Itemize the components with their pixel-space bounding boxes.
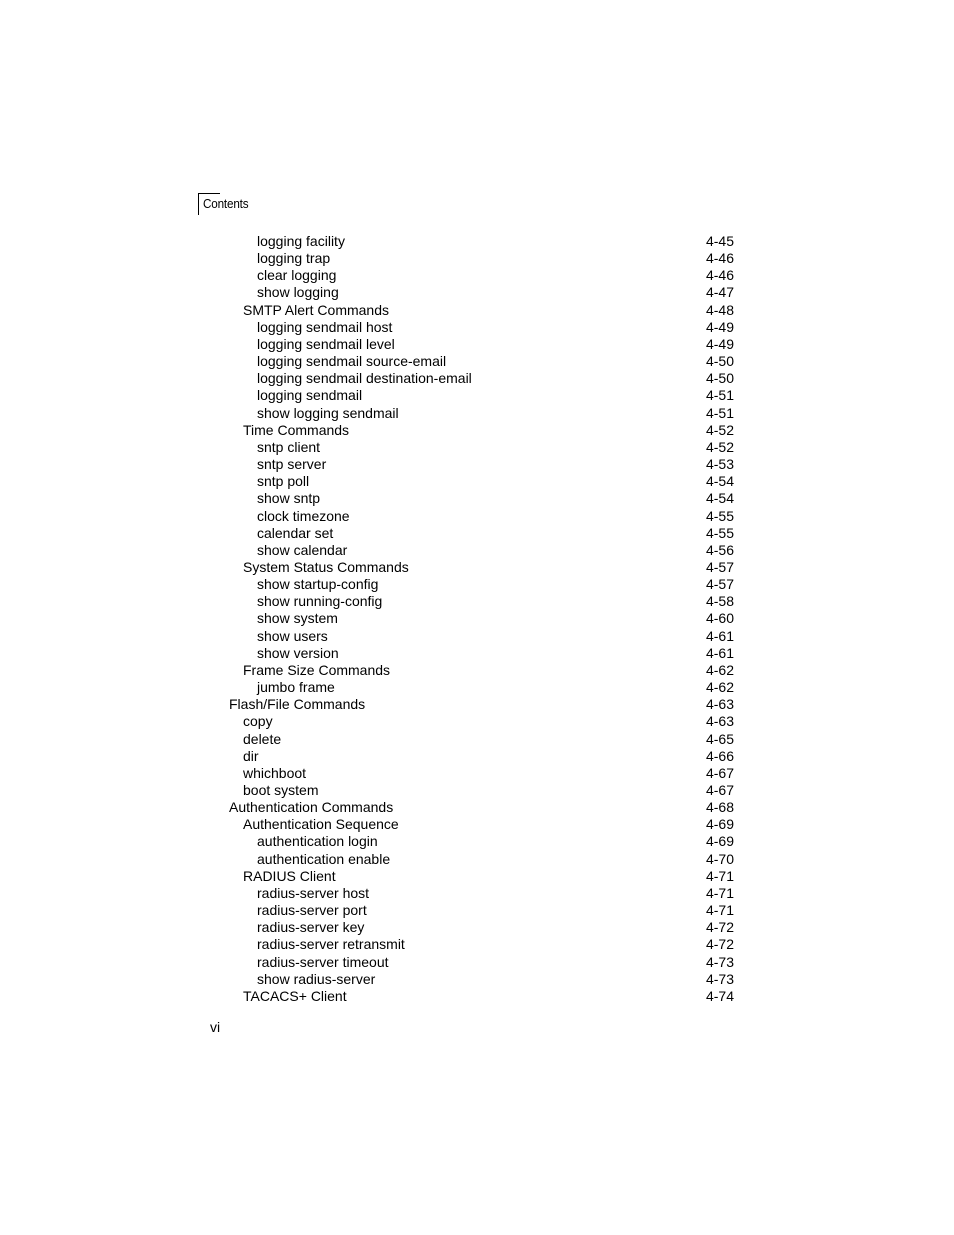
toc-entry bbox=[0, 645, 954, 662]
toc-entry bbox=[0, 851, 954, 868]
running-header: Contents bbox=[203, 196, 249, 211]
toc-entry-title: sntp poll bbox=[257, 473, 310, 490]
toc-entry-page: 4-71 bbox=[705, 902, 734, 919]
toc-entry-title: Flash/File Commands bbox=[229, 696, 366, 713]
toc-entry-title: Frame Size Commands bbox=[243, 661, 391, 678]
toc-entry-title: copy bbox=[243, 713, 273, 730]
toc-entry-page: 4-56 bbox=[705, 541, 734, 558]
toc-entry-page: 4-69 bbox=[705, 816, 734, 833]
toc-entry-page: 4-61 bbox=[705, 644, 734, 661]
toc-entry bbox=[0, 782, 954, 799]
toc-entry-page: 4-50 bbox=[705, 370, 734, 387]
toc-entry-title: show logging bbox=[257, 284, 339, 301]
toc-entry-title: Time Commands bbox=[243, 421, 350, 438]
toc-entry-title: logging sendmail host bbox=[257, 318, 393, 335]
toc-entry bbox=[0, 319, 954, 336]
toc-entry bbox=[0, 559, 954, 576]
toc-entry bbox=[0, 353, 954, 370]
toc-entry bbox=[0, 473, 954, 490]
toc-entry-page: 4-65 bbox=[705, 730, 734, 747]
toc-entry-title: sntp client bbox=[257, 438, 321, 455]
toc-entry bbox=[0, 696, 954, 713]
toc-entry-title: Authentication Commands bbox=[229, 799, 394, 816]
toc-entry bbox=[0, 422, 954, 439]
toc-entry-title: logging sendmail bbox=[257, 387, 363, 404]
toc-entry-title: radius-server retransmit bbox=[257, 936, 405, 953]
toc-entry-page: 4-54 bbox=[705, 473, 734, 490]
toc-entry bbox=[0, 971, 954, 988]
header-rule-vertical bbox=[198, 193, 199, 215]
toc-entry-title: whichboot bbox=[243, 764, 307, 781]
toc-entry bbox=[0, 284, 954, 301]
toc-entry-title: radius-server host bbox=[257, 884, 370, 901]
toc-entry-page: 4-71 bbox=[705, 884, 734, 901]
toc-entry bbox=[0, 610, 954, 627]
toc-entry bbox=[0, 302, 954, 319]
toc-entry-title: dir bbox=[243, 747, 259, 764]
toc-entry-page: 4-61 bbox=[705, 627, 734, 644]
toc-entry-page: 4-73 bbox=[705, 953, 734, 970]
toc-entry-title: radius-server port bbox=[257, 902, 367, 919]
toc-entry-title: jumbo frame bbox=[257, 679, 335, 696]
toc-entry-page: 4-72 bbox=[705, 936, 734, 953]
toc-entry-page: 4-67 bbox=[705, 782, 734, 798]
toc-entry bbox=[0, 628, 954, 645]
toc-entry-page: 4-45 bbox=[705, 233, 734, 249]
toc-entry-page: 4-63 bbox=[705, 713, 734, 730]
footer-page-number: vi bbox=[210, 1019, 221, 1035]
toc-entry bbox=[0, 954, 954, 971]
toc-entry-page: 4-60 bbox=[705, 610, 734, 627]
toc-entry-page: 4-63 bbox=[705, 696, 734, 713]
toc-entry-title: sntp server bbox=[257, 456, 327, 473]
toc-entry-title: calendar set bbox=[257, 524, 334, 541]
toc-entry bbox=[0, 833, 954, 850]
toc-entry-page: 4-74 bbox=[705, 987, 734, 1004]
toc-entry-title: radius-server key bbox=[257, 919, 365, 936]
toc-entry bbox=[0, 731, 954, 748]
toc-entry-title: SMTP Alert Commands bbox=[243, 301, 390, 318]
toc-entry-page: 4-57 bbox=[705, 576, 734, 593]
toc-entry-title: show logging sendmail bbox=[257, 404, 399, 421]
toc-entry-title: show version bbox=[257, 644, 339, 661]
toc-entry-page: 4-57 bbox=[705, 558, 734, 575]
toc-entry-page: 4-66 bbox=[705, 747, 734, 764]
toc-entry-title: boot system bbox=[243, 782, 319, 798]
toc-entry bbox=[0, 439, 954, 456]
toc-entry-page: 4-46 bbox=[705, 267, 734, 284]
toc-entry-title: logging trap bbox=[257, 250, 331, 267]
toc-entry-page: 4-48 bbox=[705, 301, 734, 318]
toc-entry bbox=[0, 593, 954, 610]
toc-entry-title: logging facility bbox=[257, 233, 345, 249]
toc-entry bbox=[0, 387, 954, 404]
toc-entry bbox=[0, 713, 954, 730]
toc-entry-page: 4-54 bbox=[705, 490, 734, 507]
toc-entry-title: authentication login bbox=[257, 833, 378, 850]
toc-entry bbox=[0, 679, 954, 696]
toc-entry-page: 4-46 bbox=[705, 250, 734, 267]
toc-entry bbox=[0, 748, 954, 765]
toc-entry bbox=[0, 868, 954, 885]
toc-entry-title: authentication enable bbox=[257, 850, 391, 867]
toc-entry-page: 4-50 bbox=[705, 353, 734, 370]
toc-entry-page: 4-47 bbox=[705, 284, 734, 301]
toc-entry-title: clock timezone bbox=[257, 507, 350, 524]
toc-entry-page: 4-58 bbox=[705, 593, 734, 610]
toc-entry bbox=[0, 885, 954, 902]
toc-entry-title: TACACS+ Client bbox=[243, 987, 347, 1004]
toc-entry bbox=[0, 456, 954, 473]
toc-entry-page: 4-52 bbox=[705, 438, 734, 455]
toc-entry bbox=[0, 508, 954, 525]
toc-entry-title: show startup-config bbox=[257, 576, 379, 593]
toc-entry-page: 4-51 bbox=[705, 387, 734, 404]
toc-entry-title: Authentication Sequence bbox=[243, 816, 399, 833]
toc-entry bbox=[0, 405, 954, 422]
toc-entry-title: show calendar bbox=[257, 541, 348, 558]
toc-entry-page: 4-67 bbox=[705, 764, 734, 781]
toc-entry-page: 4-49 bbox=[705, 318, 734, 335]
toc-entry-title: clear logging bbox=[257, 267, 337, 284]
toc-entry bbox=[0, 765, 954, 782]
toc-entry-page: 4-72 bbox=[705, 919, 734, 936]
toc-entry-page: 4-69 bbox=[705, 833, 734, 850]
toc-entry-title: delete bbox=[243, 730, 282, 747]
toc-entry-page: 4-62 bbox=[705, 679, 734, 696]
toc-entry-page: 4-49 bbox=[705, 335, 734, 352]
toc-entry bbox=[0, 919, 954, 936]
toc-entry-page: 4-53 bbox=[705, 456, 734, 473]
toc-entry-page: 4-70 bbox=[705, 850, 734, 867]
toc-entry bbox=[0, 370, 954, 387]
toc-entry-page: 4-51 bbox=[705, 404, 734, 421]
toc-entry-title: System Status Commands bbox=[243, 558, 409, 575]
toc-entry bbox=[0, 525, 954, 542]
toc-entry bbox=[0, 250, 954, 267]
table-of-contents bbox=[0, 233, 954, 1005]
toc-entry-title: show radius-server bbox=[257, 970, 376, 987]
toc-entry-page: 4-52 bbox=[705, 421, 734, 438]
toc-entry-title: RADIUS Client bbox=[243, 867, 336, 884]
toc-entry bbox=[0, 336, 954, 353]
toc-entry-page: 4-55 bbox=[705, 524, 734, 541]
toc-entry-title: show running-config bbox=[257, 593, 383, 610]
toc-entry-page: 4-68 bbox=[705, 799, 734, 816]
header-rule-horizontal bbox=[198, 193, 220, 194]
toc-entry bbox=[0, 490, 954, 507]
toc-entry bbox=[0, 267, 954, 284]
toc-entry-title: logging sendmail destination-email bbox=[257, 370, 472, 387]
toc-entry-page: 4-55 bbox=[705, 507, 734, 524]
toc-entry-page: 4-71 bbox=[705, 867, 734, 884]
toc-entry-title: show system bbox=[257, 610, 338, 627]
toc-entry-title: logging sendmail level bbox=[257, 335, 395, 352]
toc-entry bbox=[0, 816, 954, 833]
toc-entry-page: 4-62 bbox=[705, 661, 734, 678]
toc-entry-title: logging sendmail source-email bbox=[257, 353, 447, 370]
toc-entry bbox=[0, 988, 954, 1005]
toc-entry bbox=[0, 662, 954, 679]
toc-entry bbox=[0, 542, 954, 559]
toc-entry-page: 4-73 bbox=[705, 970, 734, 987]
toc-entry bbox=[0, 233, 954, 250]
toc-entry-title: show users bbox=[257, 627, 328, 644]
toc-entry bbox=[0, 799, 954, 816]
toc-entry bbox=[0, 902, 954, 919]
toc-entry-title: radius-server timeout bbox=[257, 953, 389, 970]
toc-entry-title: show sntp bbox=[257, 490, 321, 507]
toc-entry bbox=[0, 576, 954, 593]
toc-entry bbox=[0, 936, 954, 953]
